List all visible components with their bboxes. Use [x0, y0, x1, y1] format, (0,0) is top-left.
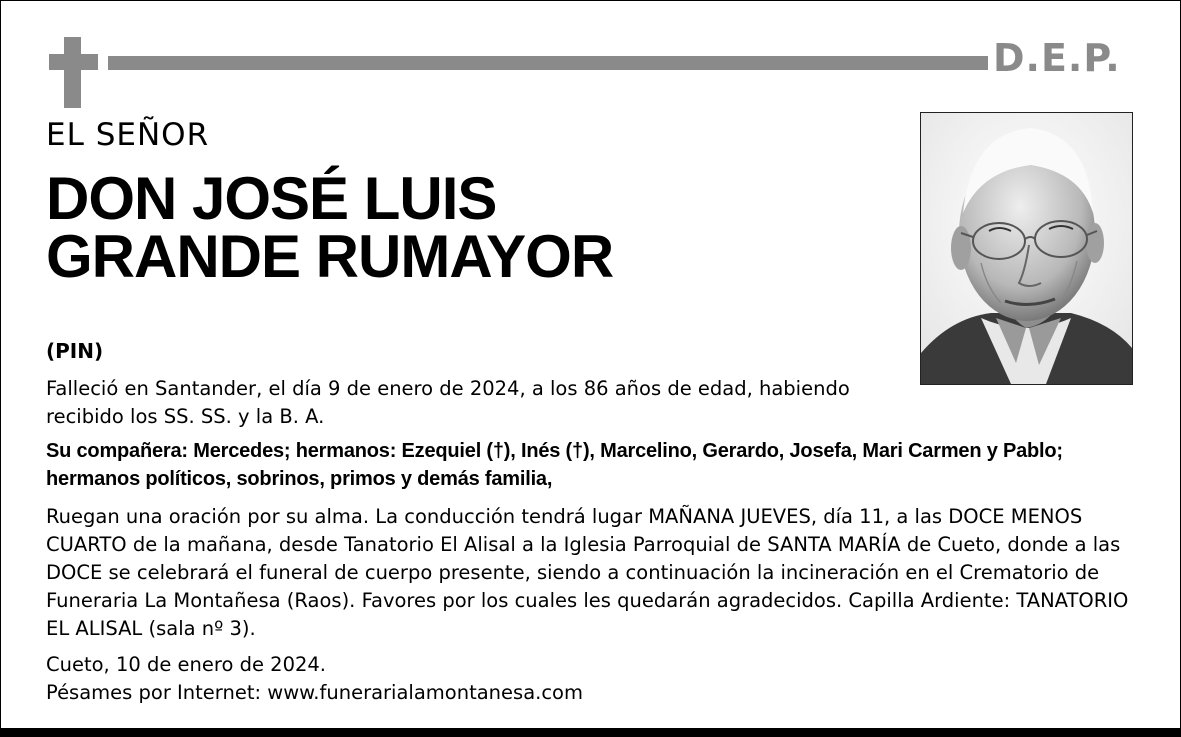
web-condolences: Pésames por Internet: www.funerarialamontanesa.com [46, 681, 583, 704]
name-line-1: DON JOSÉ LUIS [46, 165, 497, 232]
portrait-image [921, 113, 1132, 384]
death-paragraph: Falleció en Santander, el día 9 de enero de 2024, a los 86 años de edad, habiendo recibido los SS. SS. y la B. A. [46, 377, 850, 428]
honorific: EL SEÑOR [46, 117, 210, 153]
family-paragraph: Su compañera: Mercedes; hermanos: Ezequiel (†), Inés (†), Marcelino, Gerardo, Josefa, Mari Carmen y Pablo; hermanos políticos, sobrinos, primos y demás familia, [46, 440, 1063, 490]
name-line-2: GRANDE RUMAYOR [46, 223, 614, 290]
deceased-name [46, 165, 614, 290]
place-date: Cueto, 10 de enero de 2024. [46, 653, 326, 676]
dep-label: D.E.P. [993, 36, 1121, 80]
service-paragraph: Ruegan una oración por su alma. La conducción tendrá lugar MAÑANA JUEVES, día 11, a las DOCE MENOS CUARTO de la mañana, desde Tanatorio El Alisal a la Iglesia Parroquial de SANTA MARÍA de Cueto, donde a las DOCE se celebrará el funeral de cuerpo presente, siendo a continuación la incineración en el Crematorio de Funeraria La Montañesa (Raos). Favores por los cuales les quedarán agradecidos. Capilla Ardiente: TANATORIO EL ALISAL (sala nº 3). [46, 505, 1129, 640]
cross-vertical-bar [64, 37, 81, 108]
bottom-rule [0, 728, 1181, 737]
header-rule [108, 56, 988, 70]
nickname: (PIN) [46, 339, 104, 363]
portrait-photo [920, 112, 1133, 385]
cross-horizontal-bar [49, 54, 98, 70]
